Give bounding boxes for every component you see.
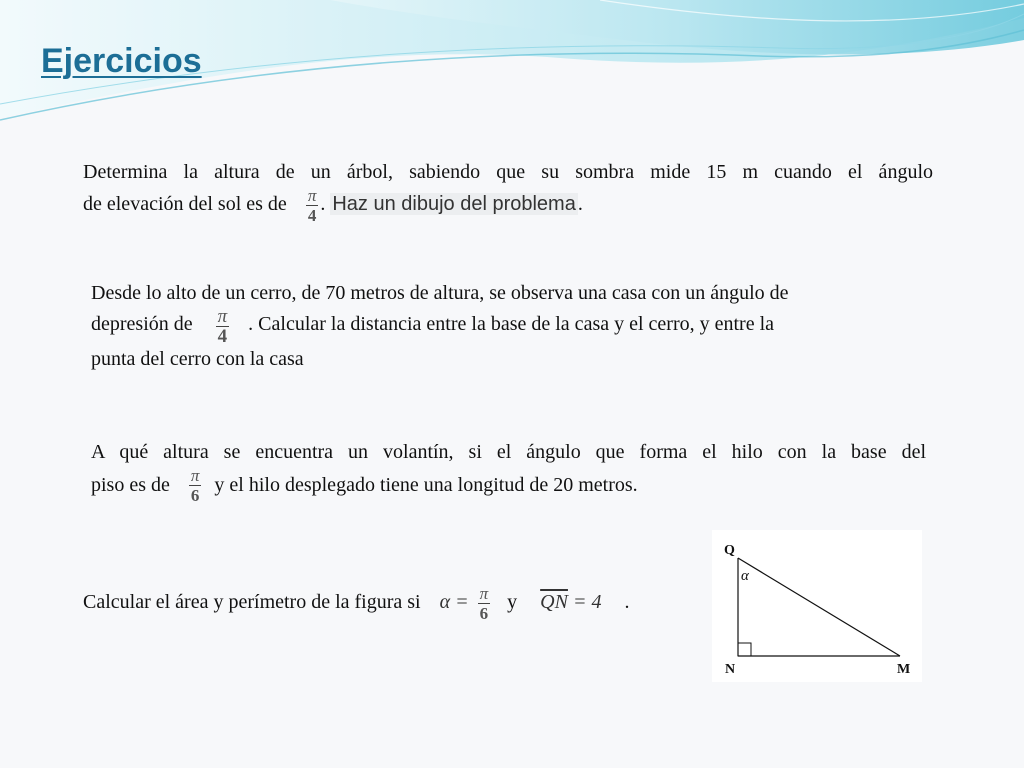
alpha-equation: α = bbox=[439, 591, 469, 614]
pi-over-4-fraction bbox=[306, 187, 319, 224]
right-triangle-figure bbox=[712, 530, 922, 682]
fraction-denominator: 4 bbox=[217, 326, 228, 347]
exercise-3-text-pre: piso es de bbox=[91, 474, 170, 496]
exercise-2-line-2 bbox=[91, 308, 941, 345]
fraction-numerator: π bbox=[307, 186, 317, 205]
pi-over-4-fraction bbox=[216, 308, 230, 345]
angle-alpha-label: α bbox=[741, 568, 749, 584]
vertex-q-label: Q bbox=[724, 543, 735, 558]
segment-length: = 4 bbox=[572, 591, 602, 614]
exercise-1 bbox=[83, 158, 933, 224]
exercise-4-line-1 bbox=[83, 585, 713, 622]
pi-over-6-fraction bbox=[478, 585, 491, 622]
fraction-numerator: π bbox=[217, 306, 228, 327]
exercise-2-line-1: Desde lo alto de un cerro, de 70 metros de altura, se observa una casa con un ángulo de bbox=[91, 282, 789, 304]
fraction-numerator: π bbox=[190, 466, 200, 485]
exercise-3-text-post: y el hilo desplegado tiene una longitud de 20 metros. bbox=[214, 474, 638, 496]
exercise-1-text-post: . bbox=[577, 193, 583, 216]
exercise-3 bbox=[91, 438, 926, 504]
pi-over-6-fraction bbox=[189, 467, 202, 504]
exercise-2 bbox=[91, 279, 941, 374]
vertex-m-label: M bbox=[897, 662, 911, 677]
exercise-4-text-post: . bbox=[624, 591, 630, 614]
connector-word: y bbox=[507, 591, 518, 614]
exercise-1-line-2: de elevación del sol es de $\frac{\pi}{4}$ . Haz un dibujo del problema . bbox=[83, 186, 583, 225]
slide-title: Ejercicios bbox=[41, 42, 202, 80]
fraction-numerator: π bbox=[479, 584, 489, 603]
vertex-n-label: N bbox=[725, 662, 736, 677]
exercise-2-line-3: punta del cerro con la casa bbox=[91, 348, 304, 370]
exercise-1-line-1: Determina la altura de un árbol, sabiendo que su sombra mide 15 m cuando el ángulo bbox=[83, 161, 933, 183]
exercise-1-text-pre: de elevación del sol es de bbox=[83, 193, 287, 216]
exercise-3-line-1: A qué altura se encuentra un volantín, si el ángulo que forma el hilo con la base del bbox=[91, 441, 926, 463]
exercise-4-text-pre: Calcular el área y perímetro de la figura si bbox=[83, 591, 421, 614]
fraction-denominator: 6 bbox=[190, 486, 200, 505]
exercise-3-line-2 bbox=[91, 467, 926, 504]
fraction-denominator: 6 bbox=[479, 604, 489, 623]
exercise-2-text-post: . Calcular la distancia entre la base de la casa y el cerro, y entre la bbox=[248, 313, 775, 335]
fraction-denominator: 4 bbox=[307, 206, 317, 225]
hint-image-text: Haz un dibujo del problema bbox=[332, 193, 576, 216]
segment-qn: $\overline{QN}$ bbox=[540, 591, 568, 614]
exercise-2-text-pre: depresión de bbox=[91, 313, 193, 335]
exercise-4 bbox=[83, 585, 713, 622]
